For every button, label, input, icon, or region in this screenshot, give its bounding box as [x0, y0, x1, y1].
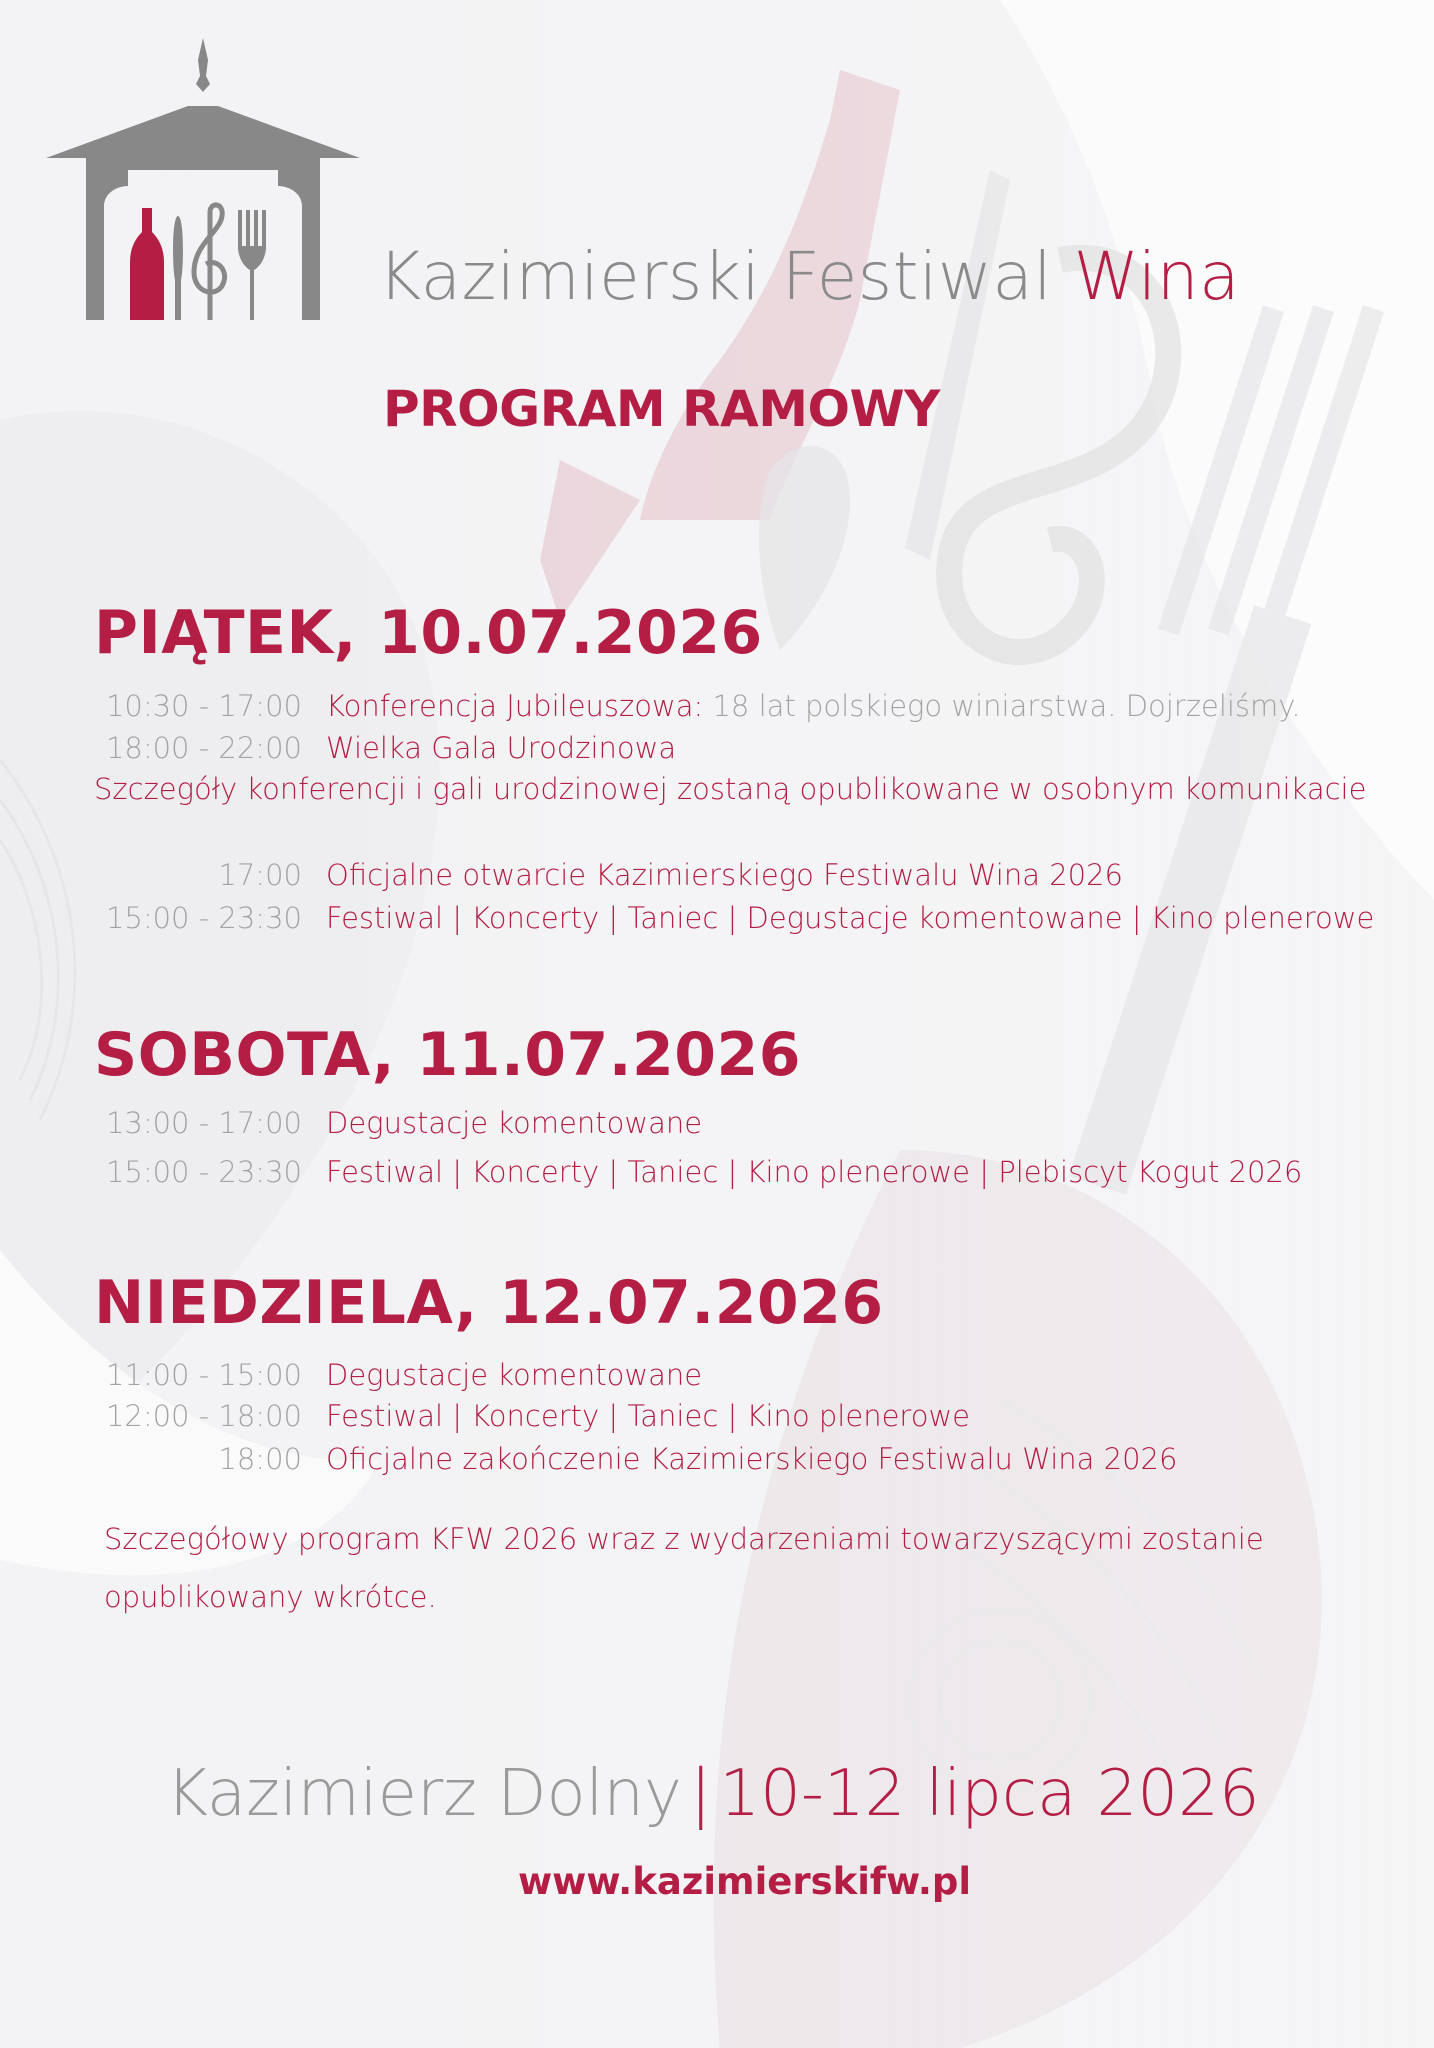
- event-time: 15:00 - 23:30: [105, 901, 302, 935]
- footer-place: Kazimierz Dolny: [166, 1757, 682, 1831]
- day-heading-sunday: NIEDZIELA, 12.07.2026: [94, 1268, 884, 1338]
- schedule-row: [94, 1155, 1302, 1199]
- event-time: 18:00 - 22:00: [105, 731, 302, 765]
- logo-knife-icon: [173, 216, 183, 320]
- schedule-row: [94, 1106, 702, 1150]
- event-label: [326, 689, 1301, 723]
- schedule-row: [94, 901, 1374, 945]
- event-time: 18:00: [218, 1442, 302, 1476]
- event-label: Festiwal | Koncerty | Taniec | Kino plenerowe: [326, 1399, 971, 1433]
- program-subtitle: PROGRAM RAMOWY: [383, 380, 940, 438]
- event-label: Oficjalne zakończenie Kazimierskiego Festiwalu Wina 2026: [326, 1442, 1178, 1476]
- event-time: 10:30 - 17:00: [105, 689, 302, 723]
- website-link[interactable]: www.kazimierskifw.pl: [518, 1860, 972, 1903]
- day-heading-friday: PIĄTEK, 10.07.2026: [94, 598, 763, 668]
- event-time: 13:00 - 17:00: [105, 1106, 302, 1140]
- schedule-row: [94, 689, 1301, 733]
- footer-separator: |: [689, 1757, 712, 1831]
- schedule-row: [94, 1442, 1177, 1486]
- event-time: 15:00 - 23:30: [105, 1155, 302, 1189]
- schedule-row: [94, 1399, 970, 1443]
- event-label: Wielka Gala Urodzinowa: [326, 731, 677, 765]
- festival-title: [378, 238, 1240, 315]
- event-time: 12:00 - 18:00: [105, 1399, 302, 1433]
- schedule-row: [94, 731, 676, 775]
- logo-fork-icon: [238, 210, 266, 320]
- event-title: Konferencja Jubileuszowa:: [326, 689, 704, 723]
- day-heading-saturday: SOBOTA, 11.07.2026: [94, 1020, 802, 1090]
- footer-dates: 10-12 lipca 2026: [719, 1757, 1260, 1831]
- event-label: Festiwal | Koncerty | Taniec | Kino plenerowe | Plebiscyt Kogut 2026: [326, 1155, 1303, 1189]
- schedule-row: [94, 1358, 702, 1402]
- logo-bottle-icon: [130, 208, 164, 320]
- event-label: Oficjalne otwarcie Kazimierskiego Festiwalu Wina 2026: [326, 858, 1123, 892]
- event-time: 11:00 - 15:00: [105, 1358, 302, 1392]
- closing-note-line1: Szczegółowy program KFW 2026 wraz z wydarzeniami towarzyszącymi zostanie: [104, 1522, 1264, 1556]
- logo-roof-icon: [196, 38, 210, 92]
- event-label: Festiwal | Koncerty | Taniec | Degustacje komentowane | Kino plenerowe: [326, 901, 1375, 935]
- title-accent: Wina: [1073, 238, 1241, 315]
- title-main: Kazimierski Festiwal: [378, 238, 1053, 315]
- event-label: Degustacje komentowane: [326, 1358, 703, 1392]
- event-detail: 18 lat polskiego winiarstwa. Dojrzeliśmy.: [703, 689, 1301, 723]
- logo-treble-clef-icon: [194, 205, 225, 320]
- friday-note: Szczegóły konferencji i gali urodzinowej zostaną opublikowane w osobnym komunikacie: [94, 772, 1367, 806]
- festival-logo: [38, 36, 368, 326]
- closing-note-line2: opublikowany wkrótce.: [104, 1580, 437, 1614]
- schedule-row: [94, 858, 1123, 902]
- event-label: Degustacje komentowane: [326, 1106, 703, 1140]
- footer-location: [166, 1757, 1260, 1831]
- event-time: 17:00: [218, 858, 302, 892]
